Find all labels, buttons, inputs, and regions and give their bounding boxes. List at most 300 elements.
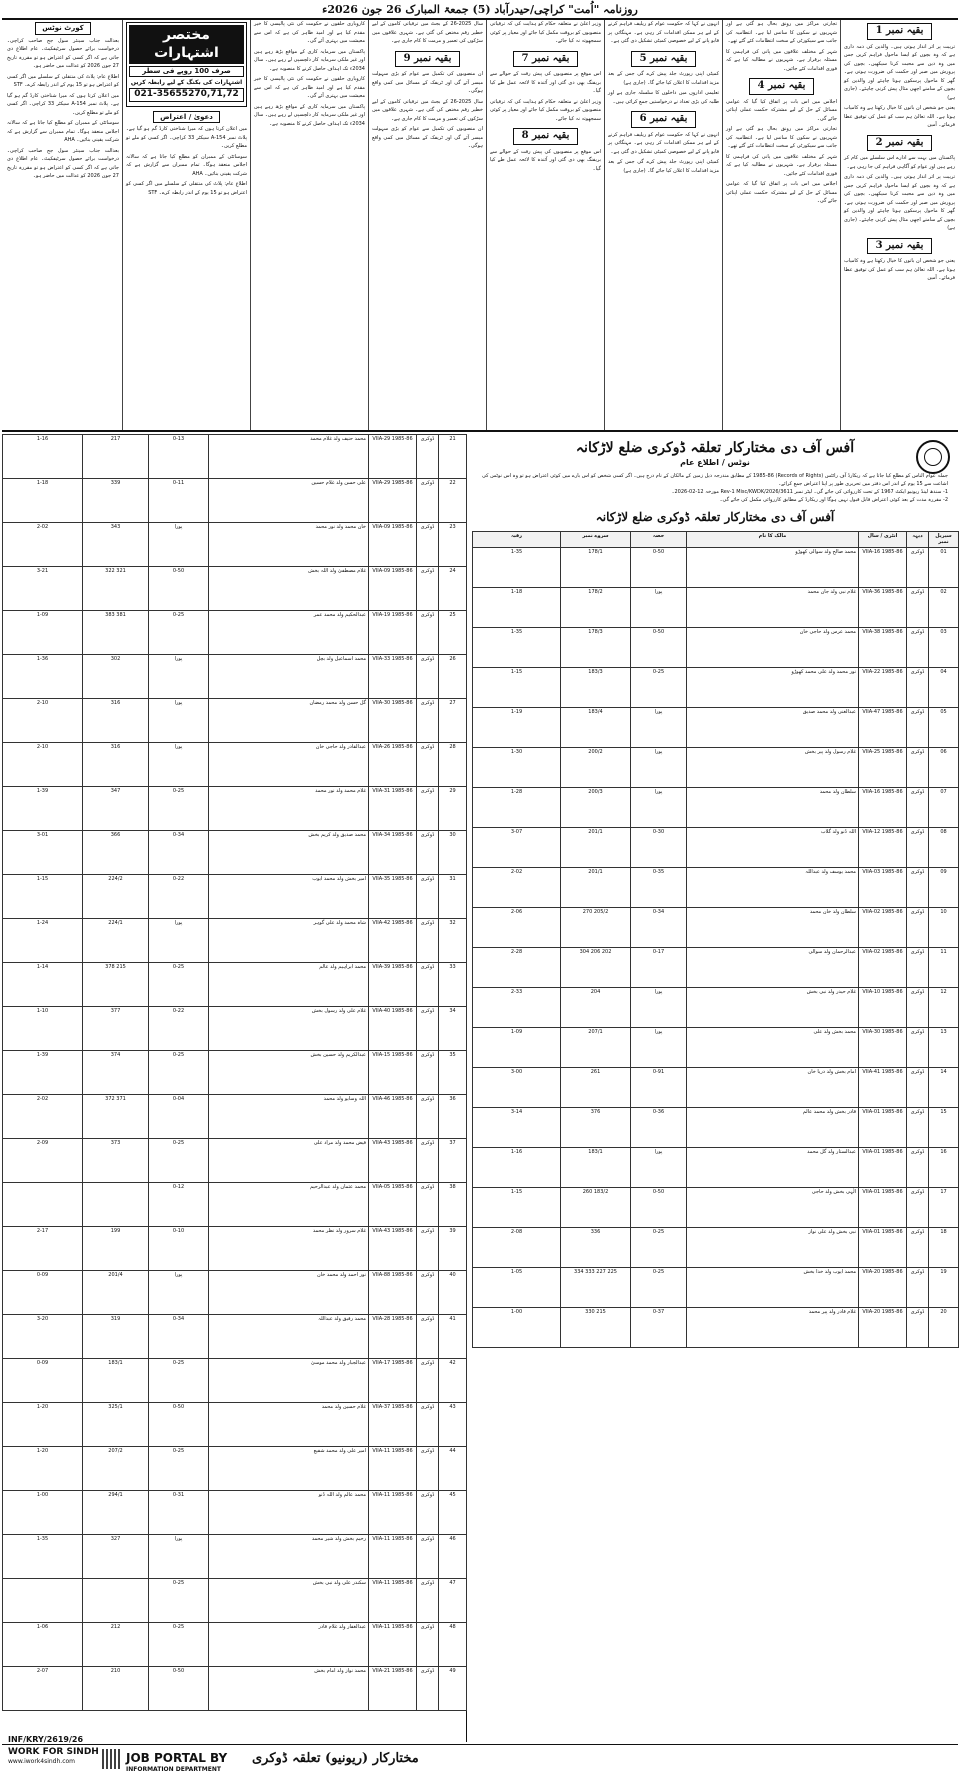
table-row <box>3 1183 467 1227</box>
table-cell: پورا <box>149 919 209 963</box>
table-row <box>3 1227 467 1271</box>
table-cell: VIIA-01 1985-86 <box>859 1107 907 1147</box>
table-cell: VIIA-11 1985-86 <box>369 1535 417 1579</box>
table-cell: 201/1 <box>561 827 631 867</box>
table-cell: 0-12 <box>149 1183 209 1227</box>
claim-heading: دعویٰ / اعتراض <box>153 111 220 124</box>
table-cell: 1-39 <box>3 787 83 831</box>
news-text: شہر کے مختلف علاقوں میں پانی کی فراہمی کا مسئلہ برقرار ہے۔ شہریوں نے مطالبہ کیا ہے کہ فوری اقدامات کئے جائیں۔ <box>726 153 837 177</box>
table-cell: 3-20 <box>3 1315 83 1359</box>
table-cell: 215 330 <box>561 1307 631 1347</box>
table-cell: 13 <box>929 1027 959 1067</box>
continued-label-2: بقیہ نمبر 2 <box>867 135 933 152</box>
table-cell: پورا <box>149 1535 209 1579</box>
table-cell: سلطان ولد محمد <box>687 787 859 827</box>
table-cell: 0-25 <box>149 963 209 1007</box>
table-cell: 2-17 <box>3 1227 83 1271</box>
table-cell: سکندر علی ولد نبی بخش <box>209 1579 369 1623</box>
table-row <box>3 1579 467 1623</box>
table-cell: 39 <box>439 1227 467 1271</box>
table-cell: 3-21 <box>3 567 83 611</box>
news-text: تعلیمی اداروں میں داخلوں کا سلسلہ جاری ہے اور طلبہ کی بڑی تعداد نے درخواستیں جمع کرائی ہیں۔ <box>608 90 719 105</box>
table-row <box>3 1403 467 1447</box>
table-cell: 0-37 <box>631 1307 687 1347</box>
table-cell: 0-22 <box>149 1007 209 1051</box>
table-row <box>473 1307 959 1347</box>
table-cell: ڈوکری <box>417 919 439 963</box>
table-cell: محمد عالم ولد اللہ ڈنو <box>209 1491 369 1535</box>
table-cell: عبدالقادر ولد حاجی خان <box>209 743 369 787</box>
news-text: سال 2025-26 کے بجٹ میں ترقیاتی کاموں کے لیے خطیر رقم مختص کی گئی ہے۔ شہری علاقوں میں سڑکوں کی تعمیر و مرمت کا کام جاری ہے۔ <box>372 98 484 122</box>
news-text: یعنی جو شخص ان باتوں کا خیال رکھتا ہے وہ کامیاب ہوتا ہے۔ اللہ تعالیٰ ہم سب کو عمل کی توفیق عطا فرمائے۔ آمین <box>844 105 955 128</box>
table-cell: 47 <box>439 1579 467 1623</box>
table-cell: VIIA-43 1985-86 <box>369 1227 417 1271</box>
table-cell: 12 <box>929 987 959 1027</box>
table-cell: محمد عثمان ولد عبدالرحیم <box>209 1183 369 1227</box>
table-cell: VIIA-39 1985-86 <box>369 963 417 1007</box>
inf-number: INF/KRY/2619/26 <box>8 1735 84 1744</box>
table-cell: 09 <box>929 867 959 907</box>
table-cell: ڈوکری <box>417 1051 439 1095</box>
notice-body <box>472 468 958 508</box>
table-cell: 0-25 <box>149 1447 209 1491</box>
table-cell: پورا <box>149 1271 209 1315</box>
table-row <box>473 667 959 707</box>
table-row <box>3 831 467 875</box>
table-cell: 42 <box>439 1359 467 1403</box>
table-cell: VIIA-31 1985-86 <box>369 787 417 831</box>
table-cell: 212 <box>83 1623 149 1667</box>
news-text: کاروباری حلقوں نے حکومت کی نئی پالیسی کا خیر مقدم کیا ہے اور امید ظاہر کی ہے کہ اس سے معیشت میں بہتری آئے گی۔ <box>254 76 365 99</box>
table-cell: محمد صدیق ولد کریم بخش <box>209 831 369 875</box>
table-cell: ڈوکری <box>907 1027 929 1067</box>
table-row <box>3 743 467 787</box>
table-cell: VIIA-46 1985-86 <box>369 1095 417 1139</box>
table-cell: اللہ وسایو ولد محمد <box>209 1095 369 1139</box>
table-cell: 15 <box>929 1107 959 1147</box>
table-cell: 2-07 <box>3 1667 83 1711</box>
ad-text: اطلاع عام: پلاٹ کی منتقلی کے سلسلے میں اگر کسی کو اعتراض ہو تو 15 یوم کے اندر رابطہ کرے۔ STF <box>126 181 247 196</box>
continued-label-3: بقیہ نمبر 3 <box>867 238 933 255</box>
table-cell: ڈوکری <box>907 667 929 707</box>
table-cell: VIIA-11 1985-86 <box>369 1579 417 1623</box>
table-cell: ڈوکری <box>907 947 929 987</box>
table-cell: VIIA-20 1985-86 <box>859 1307 907 1347</box>
news-text: وزیر اعلیٰ نے متعلقہ حکام کو ہدایت کی کہ ترقیاتی منصوبوں کو بروقت مکمل کیا جائے اور معیار پر کوئی سمجھوتہ نہ کیا جائے۔ <box>490 98 601 122</box>
table-cell: 1-19 <box>473 707 561 747</box>
table-cell: 1-18 <box>3 479 83 523</box>
table-cell: VIIA-28 1985-86 <box>369 1315 417 1359</box>
table-cell: 0-25 <box>149 787 209 831</box>
table-cell: 48 <box>439 1623 467 1667</box>
table-cell: 0-31 <box>149 1491 209 1535</box>
table-cell: ڈوکری <box>907 907 929 947</box>
continued-label-1: بقیہ نمبر 1 <box>867 23 933 40</box>
table-cell: VIIA-15 1985-86 <box>369 1051 417 1095</box>
table-cell: 201/4 <box>83 1271 149 1315</box>
table-cell: VIIA-01 1985-86 <box>859 1227 907 1267</box>
table-cell: 45 <box>439 1491 467 1535</box>
table-cell: شاہ محمد ولد علی گوہر <box>209 919 369 963</box>
table-cell: پورا <box>149 743 209 787</box>
table-cell: 325/1 <box>83 1403 149 1447</box>
table-cell: 0-10 <box>149 1227 209 1271</box>
table-cell: VIIA-16 1985-86 <box>859 787 907 827</box>
ad-rate: صرف 100 روپے فی سطر <box>129 66 244 77</box>
table-cell: VIIA-22 1985-86 <box>859 667 907 707</box>
table-row <box>3 787 467 831</box>
table-cell: VIIA-47 1985-86 <box>859 707 907 747</box>
table-cell: 17 <box>929 1187 959 1227</box>
table-cell: پورا <box>149 523 209 567</box>
news-text: کمیٹی اپنی رپورٹ جلد پیش کرے گی جس کے بعد مزید اقدامات کا اعلان کیا جائے گا۔ (جاری ہے) <box>608 159 719 174</box>
table-cell: 1-39 <box>3 1051 83 1095</box>
table-cell: عبدالرحمان ولد سوالی <box>687 947 859 987</box>
table-cell: 02 <box>929 587 959 627</box>
news-text: اجلاس میں اس بات پر اتفاق کیا گیا کہ عوامی مسائل کے حل کے لیے مشترکہ حکمت عملی اپنائی جائے گی۔ <box>726 98 837 122</box>
table-cell: 23 <box>439 523 467 567</box>
table-cell: 183/4 <box>561 707 631 747</box>
table-cell: محمد نواز ولد امام بخش <box>209 1667 369 1711</box>
table-cell: 16 <box>929 1147 959 1187</box>
news-text: کاروباری حلقوں نے حکومت کی نئی پالیسی کا خیر مقدم کیا ہے اور امید ظاہر کی ہے کہ اس سے معیشت میں بہتری آئے گی۔ <box>254 21 365 44</box>
table-cell: 1-18 <box>473 587 561 627</box>
table-cell: 316 <box>83 699 149 743</box>
table-cell: 0-34 <box>149 1315 209 1359</box>
continued-label-4: بقیہ نمبر 4 <box>749 78 815 95</box>
table-cell: 0-50 <box>631 1187 687 1227</box>
table-cell: قادر بخش ولد محمد عالم <box>687 1107 859 1147</box>
continued-label-7: بقیہ نمبر 7 <box>513 51 579 68</box>
table-cell: ڈوکری <box>417 1667 439 1711</box>
col-header: حصہ <box>631 531 687 547</box>
table-cell: 31 <box>439 875 467 919</box>
land-notification <box>2 434 958 1742</box>
col-header: سیریل نمبر <box>929 531 959 547</box>
table-cell: 2-02 <box>473 867 561 907</box>
news-text: انہوں نے کہا کہ حکومت عوام کو ریلیف فراہم کرنے کے لیے ہر ممکن اقدامات کر رہی ہے۔ مہنگائی پر قابو پانے کے لیے خصوصی کمیٹی تشکیل دی گئی ہے۔ <box>608 21 719 44</box>
table-cell: فیض محمد ولد مراد علی <box>209 1139 369 1183</box>
table-cell: VIIA-34 1985-86 <box>369 831 417 875</box>
table-cell: 28 <box>439 743 467 787</box>
col-header: سروے نمبر <box>561 531 631 547</box>
table-cell: 0-34 <box>149 831 209 875</box>
table-cell: محمد یوسف ولد عبداللہ <box>687 867 859 907</box>
table-cell: ڈوکری <box>417 479 439 523</box>
table-cell: علی حسن ولد غلام حسین <box>209 479 369 523</box>
table-cell: VIIA-40 1985-86 <box>369 1007 417 1051</box>
ad-text: سوسائٹی کے ممبران کو مطلع کیا جاتا ہے کہ سالانہ اجلاس منعقد ہوگا۔ تمام ممبران سے گزارش ہے کہ شرکت یقینی بنائیں۔ AHA <box>126 153 247 177</box>
table-cell: پورا <box>631 747 687 787</box>
table-cell: ڈوکری <box>417 1579 439 1623</box>
table-row <box>3 875 467 919</box>
table-cell: 183/1 <box>561 1147 631 1187</box>
table-cell: ڈوکری <box>907 587 929 627</box>
table-cell: غلام مصطفیٰ ولد اللہ بخش <box>209 567 369 611</box>
table-cell: VIIA-01 1985-86 <box>859 1187 907 1227</box>
table-cell: غلام قادر ولد پیر محمد <box>687 1307 859 1347</box>
table-cell: امیر علی ولد محمد شفیع <box>209 1447 369 1491</box>
table-cell: 44 <box>439 1447 467 1491</box>
notification-footer <box>2 1735 958 1773</box>
table-row <box>473 867 959 907</box>
table-cell: 1-24 <box>3 919 83 963</box>
news-text: پاکستان میں سرمایہ کاری کے مواقع بڑھ رہے ہیں اور غیر ملکی سرمایہ کار دلچسپی لے رہے ہیں۔ سال 2034ء تک اہداف حاصل کرنے کا منصوبہ ہے۔ <box>254 103 365 127</box>
table-cell: VIIA-02 1985-86 <box>859 907 907 947</box>
table-cell: VIIA-41 1985-86 <box>859 1067 907 1107</box>
table-cell: امیر بخش ولد محمد ایوب <box>209 875 369 919</box>
table-cell: پورا <box>149 655 209 699</box>
table-row <box>3 1623 467 1667</box>
table-cell: 183/1 <box>83 1359 149 1403</box>
table-cell: پورا <box>631 1147 687 1187</box>
table-cell: ڈوکری <box>907 1307 929 1347</box>
table-cell: 199 <box>83 1227 149 1271</box>
table-cell: 373 <box>83 1139 149 1183</box>
table-cell <box>3 1183 83 1227</box>
table-cell: 343 <box>83 523 149 567</box>
land-records-table-right <box>472 531 959 1348</box>
table-row <box>3 567 467 611</box>
ad-text: میں اعلان کرتا ہوں کہ میرا شناختی کارڈ گم ہو گیا ہے۔ پلاٹ نمبر A-154 سیکٹر 33 کراچی۔ اگر کسی کو ملے تو مطلع کریں۔ <box>7 92 119 116</box>
table-cell: غلام سرور ولد نظر محمد <box>209 1227 369 1271</box>
table-cell: 381 383 <box>83 611 149 655</box>
job-portal-text: JOB PORTAL BY <box>126 1751 228 1765</box>
table-cell: VIIA-43 1985-86 <box>369 1139 417 1183</box>
table-cell: ڈوکری <box>907 1107 929 1147</box>
ad-text: بعدالت جناب سینئر سول جج صاحب کراچی۔ درخواست برائے حصول سرٹیفکیٹ۔ عام اطلاع دی جاتی ہے کہ اگر کسی کو اعتراض ہو تو مقررہ تاریخ 27 جون 2026 کو عدالت میں حاضر ہو۔ <box>7 147 119 180</box>
header-title: روزنامہ "اُمت" کراچی/حیدرآباد (5) جمعۃ المبارک 26 جون 2026ء <box>322 3 638 17</box>
table-cell: VIIA-36 1985-86 <box>859 587 907 627</box>
table-cell: 30 <box>439 831 467 875</box>
table-cell: 0-25 <box>149 1623 209 1667</box>
table-cell: 34 <box>439 1007 467 1051</box>
table-row <box>3 963 467 1007</box>
table-cell: ڈوکری <box>417 1403 439 1447</box>
table-cell: ڈوکری <box>417 743 439 787</box>
table-row <box>473 747 959 787</box>
table-cell: پورا <box>149 699 209 743</box>
news-text: انہوں نے کہا کہ حکومت عوام کو ریلیف فراہم کرنے کے لیے ہر ممکن اقدامات کر رہی ہے۔ مہنگائی پر قابو پانے کے لیے خصوصی کمیٹی تشکیل دی گئی ہے۔ <box>608 131 719 155</box>
news-column-1 <box>840 20 958 430</box>
table-cell: 1-15 <box>473 1187 561 1227</box>
table-cell: محمد اسماعیل ولد بچل <box>209 655 369 699</box>
table-cell: VIIA-11 1985-86 <box>369 1447 417 1491</box>
table-cell: 1-16 <box>3 435 83 479</box>
table-cell: خان محمد ولد نور محمد <box>209 523 369 567</box>
table-cell: 1-14 <box>3 963 83 1007</box>
table-cell: ڈوکری <box>907 1227 929 1267</box>
table-cell: 0-36 <box>631 1107 687 1147</box>
table-cell: 01 <box>929 547 959 587</box>
table-cell: VIIA-09 1985-86 <box>369 567 417 611</box>
table-cell: ڈوکری <box>417 831 439 875</box>
table-cell: 0-25 <box>631 667 687 707</box>
table-cell: ڈوکری <box>417 1139 439 1183</box>
table-cell: 24 <box>439 567 467 611</box>
work-for-sindh-text: WORK FOR SINDH <box>8 1747 99 1757</box>
table-row <box>473 587 959 627</box>
table-cell: VIIA-03 1985-86 <box>859 867 907 907</box>
table-cell: 2-08 <box>473 1227 561 1267</box>
page-header <box>0 2 960 18</box>
table-cell: پورا <box>631 707 687 747</box>
table-cell: ڈوکری <box>417 1183 439 1227</box>
table-cell: ڈوکری <box>417 1271 439 1315</box>
table-cell: محمد ابراہیم ولد عالم <box>209 963 369 1007</box>
table-cell: 1-00 <box>3 1491 83 1535</box>
table-cell: ڈوکری <box>417 611 439 655</box>
table-cell: پورا <box>631 787 687 827</box>
table-row <box>473 1267 959 1307</box>
continued-label-6: بقیہ نمبر 6 <box>631 111 697 128</box>
table-cell: 0-25 <box>631 1267 687 1307</box>
table-cell: غلام محمد ولد نور محمد <box>209 787 369 831</box>
news-column-2 <box>722 20 840 430</box>
table-cell: 0-25 <box>149 1139 209 1183</box>
table-cell: 204 <box>561 987 631 1027</box>
table-cell: VIIA-01 1985-86 <box>859 1147 907 1187</box>
table-cell: 1-06 <box>3 1623 83 1667</box>
table-cell: 294/1 <box>83 1491 149 1535</box>
table-cell: VIIA-29 1985-86 <box>369 435 417 479</box>
table-cell: 20 <box>929 1307 959 1347</box>
table-cell <box>83 1579 149 1623</box>
table-row <box>3 1491 467 1535</box>
table-cell: الٰہی بخش ولد حاجی <box>687 1187 859 1227</box>
table-row <box>473 547 959 587</box>
table-cell: غلام رسول ولد پیر بخش <box>687 747 859 787</box>
table-cell: VIIA-16 1985-86 <box>859 547 907 587</box>
ad-text: سوسائٹی کے ممبران کو مطلع کیا جاتا ہے کہ سالانہ اجلاس منعقد ہوگا۔ تمام ممبران سے گزارش ہے کہ شرکت یقینی بنائیں۔ AHA <box>7 120 119 144</box>
short-ads-heading: مختصر اشتہارات <box>129 25 244 64</box>
table-cell: ڈوکری <box>417 699 439 743</box>
table-cell: 0-50 <box>149 567 209 611</box>
table-cell: 3-01 <box>3 831 83 875</box>
table-row <box>3 611 467 655</box>
table-cell: VIIA-30 1985-86 <box>859 1027 907 1067</box>
table-cell: ڈوکری <box>417 1359 439 1403</box>
table-cell: 1-15 <box>3 875 83 919</box>
table-cell: VIIA-09 1985-86 <box>369 523 417 567</box>
table-cell: ڈوکری <box>907 1067 929 1107</box>
table-row <box>473 827 959 867</box>
table-cell: ڈوکری <box>417 1315 439 1359</box>
notice-paragraph: 2- مقررہ مدت کے بعد کوئی اعتراض قابل قبول نہیں ہوگا اور ریکارڈ کے مطابق کارروائی مکمل کی جائے گی۔ <box>719 496 948 503</box>
table-cell: عبدالغنی ولد محمد صدیق <box>687 707 859 747</box>
table-cell: 27 <box>439 699 467 743</box>
table-cell: 0-25 <box>149 1359 209 1403</box>
table-row <box>3 655 467 699</box>
ad-text: میں اعلان کرتا ہوں کہ میرا شناختی کارڈ گم ہو گیا ہے۔ پلاٹ نمبر A-154 سیکٹر 33 کراچی۔ اگر کسی کو ملے تو مطلع کریں۔ <box>126 126 248 150</box>
job-portal-sub: INFORMATION DEPARTMENT <box>126 1766 221 1773</box>
table-cell: ڈوکری <box>417 963 439 1007</box>
office-title: آفس آف دی مختارکار تعلقہ ڈوکری ضلع لاڑکانہ <box>575 440 855 456</box>
table-cell: پورا <box>631 1027 687 1067</box>
news-text: وزیر اعلیٰ نے متعلقہ حکام کو ہدایت کی کہ ترقیاتی منصوبوں کو بروقت مکمل کیا جائے اور معیار پر کوئی سمجھوتہ نہ کیا جائے۔ <box>490 21 601 44</box>
table-cell: 21 <box>439 435 467 479</box>
table-cell: نور احمد ولد محمد خان <box>209 1271 369 1315</box>
table-cell: 1-00 <box>473 1307 561 1347</box>
table-cell: 374 <box>83 1051 149 1095</box>
table-cell: 0-25 <box>631 1227 687 1267</box>
table-cell: ڈوکری <box>417 655 439 699</box>
table-cell: VIIA-88 1985-86 <box>369 1271 417 1315</box>
table-row <box>3 1447 467 1491</box>
table-cell: VIIA-19 1985-86 <box>369 611 417 655</box>
news-text: پاکستان میں سرمایہ کاری کے مواقع بڑھ رہے ہیں اور غیر ملکی سرمایہ کار دلچسپی لے رہے ہیں۔ سال 2034ء تک اہداف حاصل کرنے کا منصوبہ ہے۔ <box>254 48 365 72</box>
table-cell: عبدالکریم ولد حسین بخش <box>209 1051 369 1095</box>
news-text: ان منصوبوں کی تکمیل سے عوام کو بڑی سہولت میسر آئے گی اور ٹریفک کے مسائل میں کمی واقع ہوگی۔ <box>372 126 483 149</box>
table-cell: 178/2 <box>561 587 631 627</box>
table-cell: ڈوکری <box>907 1187 929 1227</box>
table-row <box>3 1359 467 1403</box>
table-cell: VIIA-21 1985-86 <box>369 1667 417 1711</box>
table-cell: ڈوکری <box>417 875 439 919</box>
table-cell: 178/1 <box>561 547 631 587</box>
table-row <box>473 1107 959 1147</box>
table-cell: 22 <box>439 479 467 523</box>
table-cell <box>83 1183 149 1227</box>
short-ads-box <box>126 22 247 107</box>
table-cell: 0-50 <box>631 627 687 667</box>
table-cell: 26 <box>439 655 467 699</box>
table-cell: 43 <box>439 1403 467 1447</box>
table-row <box>473 947 959 987</box>
table-cell: ڈوکری <box>417 1491 439 1535</box>
table-cell: VIIA-29 1985-86 <box>369 479 417 523</box>
table-cell: 321 322 <box>83 567 149 611</box>
table-row <box>473 787 959 827</box>
notice-label: نوٹس / اطلاع عام <box>680 457 750 467</box>
table-cell: 3-00 <box>473 1067 561 1107</box>
table-cell: 25 <box>439 611 467 655</box>
table-cell: پورا <box>631 587 687 627</box>
table-cell: 29 <box>439 787 467 831</box>
table-row <box>473 1227 959 1267</box>
table-row <box>3 1315 467 1359</box>
table-cell: 2-33 <box>473 987 561 1027</box>
table-cell: 1-15 <box>473 667 561 707</box>
table-cell: ڈوکری <box>907 1147 929 1187</box>
table-cell: 46 <box>439 1535 467 1579</box>
table-cell: ڈوکری <box>907 987 929 1027</box>
table-cell: 1-30 <box>473 747 561 787</box>
table-cell: 207/2 <box>83 1447 149 1491</box>
table-cell: VIIA-35 1985-86 <box>369 875 417 919</box>
news-text: اس موقع پر منصوبوں کی پیش رفت کے حوالے سے بریفنگ بھی دی گئی اور آئندہ کا لائحہ عمل طے کیا گیا۔ <box>490 148 601 172</box>
table-row <box>3 435 467 479</box>
table-row <box>3 1051 467 1095</box>
table-cell: غلام حیدر ولد نبی بخش <box>687 987 859 1027</box>
table-cell: VIIA-25 1985-86 <box>859 747 907 787</box>
table-cell: ڈوکری <box>907 747 929 787</box>
table-cell: ڈوکری <box>417 435 439 479</box>
table-cell: 19 <box>929 1267 959 1307</box>
ad-phone: 021-35655270,71,72 <box>129 88 244 101</box>
table-cell: 18 <box>929 1227 959 1267</box>
table-cell: 210 <box>83 1667 149 1711</box>
ad-text: بعدالت جناب سینئر سول جج صاحب کراچی۔ درخواست برائے حصول سرٹیفکیٹ۔ عام اطلاع دی جاتی ہے کہ اگر کسی کو اعتراض ہو تو مقررہ تاریخ 27 جون 2026 کو عدالت میں حاضر ہو۔ <box>7 37 119 70</box>
job-portal <box>126 1751 227 1774</box>
table-row <box>3 1667 467 1711</box>
table-cell: غلام علی ولد رسول بخش <box>209 1007 369 1051</box>
signoff: مختارکار (ریونیو) تعلقہ ڈوکری <box>252 1751 419 1766</box>
table-cell: 49 <box>439 1667 467 1711</box>
table-cell: 0-25 <box>149 611 209 655</box>
table-cell: 40 <box>439 1271 467 1315</box>
table-cell: 215 378 <box>83 963 149 1007</box>
